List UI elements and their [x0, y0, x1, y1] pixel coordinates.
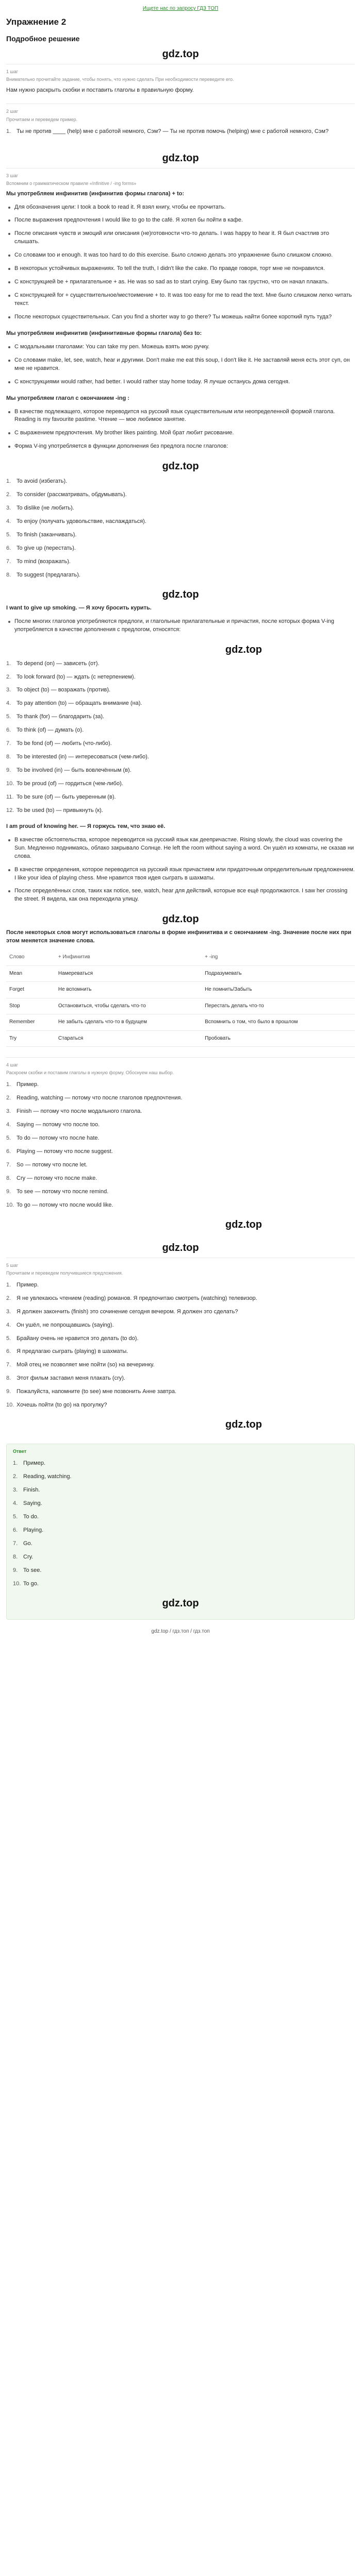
- list-item: 8. To be interested (in) — интересоваться (чем-либо).: [6, 754, 149, 760]
- example-list: [6, 126, 355, 140]
- list-item-text: To do.: [23, 1513, 39, 1520]
- list-item-text: To be sure (of) — быть уверенным (в).: [17, 793, 116, 800]
- search-link[interactable]: [6, 5, 355, 13]
- list-item-text: Saying.: [23, 1500, 42, 1507]
- watermark: gdz.top: [162, 588, 199, 600]
- list-item: 1. Пример.: [6, 1081, 39, 1088]
- answer-box: [6, 1444, 355, 1619]
- list-item-text: Go.: [23, 1540, 32, 1547]
- list-item: Со словами make, let, see, watch, hear и другими. Don't make me eat this soup, I don't like it. Не заставляй меня есть этот суп, он мне не нравится.: [6, 355, 355, 377]
- list-item-text: To finish (заканчивать).: [17, 532, 77, 538]
- list-item-text: Он ушёл, не попрощавшись (saying).: [17, 1321, 114, 1328]
- list-item-text: To consider (рассматривать, обдумывать).: [17, 492, 127, 498]
- list-item: В качестве подлежащего, которое переводится на русский язык существительным или неопределенной формой глагола. Reading is my favourite pastime. Чтение — мое любимое занятие.: [6, 407, 355, 429]
- table-row: [6, 1014, 355, 1031]
- list-item-text: Я должен закончить (finish) это сочинение сегодня вечером. Я должен это сделать?: [17, 1308, 238, 1315]
- list-item-text: Этот фильм заставил меня плакать (cry).: [17, 1375, 125, 1382]
- list-item: Для обозначения цели: I took a book to read it. Я взял книгу, чтобы ее прочитать.: [6, 202, 355, 216]
- table-cell: Remember: [6, 1014, 55, 1031]
- table-cell: Не забыть сделать что-то в будущем: [55, 1014, 202, 1031]
- list-item-text: Я не увлекаюсь чтением (reading) романов. Я предпочитаю смотреть (watching) телевизор.: [17, 1295, 257, 1301]
- table-row: [6, 965, 355, 982]
- step-label: 5 шаг: [6, 1262, 19, 1268]
- list-item: После выражения предпочтения I would like to go to the café. Я хотел бы пойти в кафе.: [6, 215, 355, 229]
- table-cell: Намереваться: [55, 965, 202, 982]
- comparison-table: [6, 950, 355, 1047]
- section-heading: Мы употребляем глагол с окончанием -ing :: [6, 395, 129, 401]
- list-item: 8. Cry — потому что после make.: [6, 1175, 97, 1181]
- table-cell: Подразумевать: [202, 965, 355, 982]
- list-item: 10. To go — потому что после would like.: [6, 1201, 113, 1208]
- table-cell: Не помнить/Забыть: [202, 982, 355, 998]
- list-item: 4. To pay attention (to) — обращать внимание (на).: [6, 700, 142, 707]
- step-description: Прочитаем и переведем получившиеся предложения.: [6, 1270, 123, 1276]
- translations-list: [6, 1280, 355, 1413]
- table-cell: Перестать делать что-то: [202, 998, 355, 1014]
- answers-reasoning-list: [6, 1079, 355, 1213]
- list-item: 2. To look forward (to) — ждать (с нетерпением).: [6, 673, 136, 680]
- list-item: 9. Пожалуйста, напомните (to see) мне позвонить Анне завтра.: [6, 1388, 177, 1395]
- footer-links[interactable]: gdz.top / гдз.топ / гдз.топ: [151, 1628, 210, 1634]
- list-item-text: Reading, watching.: [23, 1473, 72, 1480]
- answer-list: [13, 1458, 348, 1591]
- list-item-text: So — потому что после let.: [17, 1161, 88, 1168]
- step-label: 1 шаг: [6, 69, 19, 75]
- list-item: В качестве обстоятельства, которое переводится на русский язык как деепричастие. Rising slowly, the cloud was covering the Sun. Медленно поднимаясь, облако закрывало Солнце. He left the room without saying a word. Он ушёл из комнаты, не сказав ни слова.: [6, 835, 355, 865]
- list-item-text: Finish.: [23, 1487, 40, 1494]
- list-item: 5. To do — потому что после hate.: [6, 1135, 100, 1142]
- table-header: + Инфинитив: [55, 950, 202, 965]
- list-item: 9. To see — потому что после remind.: [6, 1188, 109, 1195]
- list-item: 1. To depend (on) — зависеть (от).: [6, 660, 100, 667]
- list-item-text: To be involved (in) — быть вовлечённым (в).: [17, 767, 132, 774]
- list-item-text: To give up (перестать).: [17, 545, 76, 551]
- list-item: 6. Я предлагаю сыграть (playing) в шахматы.: [6, 1348, 128, 1355]
- list-item: 1. Пример.: [13, 1460, 46, 1467]
- table-cell: Остановиться, чтобы сделать что-то: [55, 998, 202, 1014]
- list-item-text: Мой отец не позволяет мне пойти (so) на вечеринку.: [17, 1362, 155, 1368]
- list-item: 7. Go.: [13, 1540, 32, 1547]
- step-3: [6, 168, 355, 1058]
- list-item: 4. Он ушёл, не попрощавшись (saying).: [6, 1321, 114, 1328]
- list-item-text: To see.: [23, 1567, 42, 1573]
- ing-verbs-list: [6, 476, 355, 583]
- list-item: 3. Я должен закончить (finish) это сочинение сегодня вечером. Я должен это сделать?: [6, 1308, 238, 1315]
- list-item: 5. To do.: [13, 1513, 39, 1520]
- table-cell: Stop: [6, 998, 55, 1014]
- watermark: gdz.top: [225, 1419, 262, 1431]
- table-header: Слово: [6, 950, 55, 965]
- watermark: gdz.top: [225, 1218, 262, 1230]
- list-item: В некоторых устойчивых выражениях. To tell the truth, I didn't like the cake. По правде говоря, торт мне не понравился.: [6, 264, 355, 277]
- watermark: gdz.top: [225, 643, 262, 655]
- list-item: 8. Cry.: [13, 1553, 34, 1560]
- list-item: 5. Брайану очень не нравится это делать (to do).: [6, 1335, 139, 1342]
- step-2: [6, 104, 355, 148]
- watermark: gdz.top: [162, 152, 199, 164]
- list-item-text: To avoid (избегать).: [17, 478, 68, 485]
- list-item-text: To see — потому что после remind.: [17, 1188, 109, 1195]
- list-item: 3. To dislike (не любить).: [6, 505, 74, 512]
- list-item: 9. To see.: [13, 1567, 42, 1573]
- list-item: 8. Этот фильм заставил меня плакать (cry).: [6, 1375, 125, 1382]
- list-item-text: To suggest (предлагать).: [17, 571, 80, 578]
- ing-more-list: [6, 835, 355, 908]
- list-item: 2. Reading, watching — потому что после глаголов предпочтения.: [6, 1095, 183, 1101]
- list-item-text: Я предлагаю сыграть (playing) в шахматы.: [17, 1348, 128, 1355]
- list-item-text: To think (of) — думать (о).: [17, 727, 84, 734]
- list-item-text: To go — потому что после would like.: [17, 1201, 113, 1208]
- list-item: 2. To consider (рассматривать, обдумывать).: [6, 492, 127, 498]
- page-title: Упражнение 2: [6, 16, 67, 27]
- table-row: [6, 982, 355, 998]
- table-cell: Пробовать: [202, 1030, 355, 1047]
- section-heading: Мы употребляем инфинитив (инфинитив формы глагола) + to:: [6, 190, 184, 197]
- search-link-anchor[interactable]: Ищете нас по запросу ГДЗ ТОП: [142, 6, 219, 11]
- list-item-text: Ты не против ____ (help) мне с работой немного, Сэм? — Ты не против помочь (helping) мне с работой немного, Сэм?: [17, 128, 329, 134]
- list-item: 1. Пример.: [6, 1281, 39, 1288]
- list-item: В качестве определения, которое переводится на русский язык причастием или придаточным определительным предложением. I like your idea of playing chess. Мне нравится твоя идея сыграть в шахматы.: [6, 865, 355, 887]
- table-cell: Try: [6, 1030, 55, 1047]
- list-item-text: To be used (to) — привыкнуть (к).: [17, 807, 103, 814]
- list-item: 6. Playing — потому что после suggest.: [6, 1148, 113, 1155]
- inf-to-list: [6, 202, 355, 326]
- list-item-text: Хочешь пойти (to go) на прогулку?: [17, 1402, 107, 1409]
- list-item-text: To be fond (of) — любить (что-либо).: [17, 740, 112, 747]
- list-item: После некоторых существительных. Can you find a shorter way to go there? Ты можешь найти более короткий путь туда?: [6, 312, 355, 326]
- list-item-text: Playing — потому что после suggest.: [17, 1148, 113, 1155]
- list-item: 6. To give up (перестать).: [6, 545, 76, 551]
- list-item: 2. Я не увлекаюсь чтением (reading) романов. Я предпочитаю смотреть (watching) телевизор.: [6, 1295, 257, 1301]
- table-row: [6, 998, 355, 1014]
- table-cell: Mean: [6, 965, 55, 982]
- ing-list: [6, 407, 355, 455]
- list-item-text: To be interested (in) — интересоваться (чем-либо).: [17, 754, 149, 760]
- list-item-text: Пример.: [17, 1081, 39, 1088]
- list-item: 2. Reading, watching.: [13, 1473, 72, 1480]
- step-description: Вспомним о грамматическом правиле «Infinitive / -ing forms»: [6, 180, 137, 186]
- step-4: [6, 1057, 355, 1238]
- list-item-text: Пожалуйста, напомните (to see) мне позвонить Анне завтра.: [17, 1388, 177, 1395]
- list-item-text: Cry — потому что после make.: [17, 1175, 97, 1181]
- list-item-text: To pay attention (to) — обращать внимание (на).: [17, 700, 142, 707]
- list-item: Форма V-ing употребляется в функции дополнения без предлога после глаголов:: [6, 442, 355, 455]
- step-description: Внимательно прочитайте задание, чтобы понять, что нужно сделать При необходимости переведите его.: [6, 77, 234, 82]
- list-item: 10. Хочешь пойти (to go) на прогулку?: [6, 1402, 107, 1409]
- list-item: 7. To be fond (of) — любить (что-либо).: [6, 740, 112, 747]
- list-item: 4. To enjoy (получать удовольствие, наслаждаться).: [6, 518, 146, 525]
- list-item-text: To enjoy (получать удовольствие, наслаждаться).: [17, 518, 146, 525]
- list-item-text: To go.: [23, 1580, 39, 1587]
- list-item: 5. To finish (заканчивать).: [6, 532, 77, 538]
- list-item: 5. To thank (for) — благодарить (за).: [6, 714, 105, 720]
- list-item: После определённых слов, таких как notice, see, watch, hear для действий, которые все ещё продолжаются. I saw her crossing the street. Я видела, как она переходила улицу.: [6, 886, 355, 908]
- list-item: 4. Saying.: [13, 1500, 42, 1507]
- inf-bare-list: [6, 342, 355, 391]
- list-item-text: Cry.: [23, 1553, 34, 1560]
- list-item: 9. To be involved (in) — быть вовлечённым (в).: [6, 767, 132, 774]
- list-item: 3. Finish.: [13, 1487, 40, 1494]
- list-item: 4. Saying — потому что после too.: [6, 1122, 100, 1128]
- list-item-text: To depend (on) — зависеть (от).: [17, 660, 100, 667]
- example-sentence: I want to give up smoking. — Я хочу бросить курить.: [6, 604, 152, 611]
- list-item: 6. Playing.: [13, 1527, 44, 1533]
- list-item: 7. To mind (возражать).: [6, 558, 71, 565]
- step-label: 4 шаг: [6, 1062, 19, 1068]
- watermark: gdz.top: [162, 1242, 199, 1253]
- list-item-text: Пример.: [17, 1281, 39, 1288]
- list-item: 11. To be sure (of) — быть уверенным (в).: [6, 793, 116, 800]
- table-cell: Не вспомнить: [55, 982, 202, 998]
- step-text: Нам нужно раскрыть скобки и поставить глаголы в правильную форму.: [6, 87, 194, 93]
- solution-title: Подробное решение: [6, 35, 80, 43]
- list-item-text: To be proud (of) — гордиться (чем-либо).: [17, 781, 123, 787]
- list-item-text: Пример.: [23, 1460, 46, 1467]
- list-item: После многих глаголов употребляются предлоги, и глагольные прилагательные и причастия, после которых форма V-ing употребляется в качестве дополнения с предлогом, относятся:: [6, 617, 355, 638]
- list-item-text: To object (to) — возражать (против).: [17, 687, 111, 693]
- list-item: После описания чувств и эмоций или описания (не)готовности что-то делать. I was happy to hear it. Я был счастлив это слышать.: [6, 229, 355, 250]
- list-item-text: Finish — потому что после модального глагола.: [17, 1108, 142, 1115]
- step-5: [6, 1258, 355, 1438]
- prep-intro-list: [6, 617, 355, 638]
- list-item: С выражением предпочтения. My brother likes painting. Мой брат любит рисование.: [6, 428, 355, 442]
- step-label: 3 шаг: [6, 173, 19, 178]
- list-item-text: To look forward (to) — ждать (с нетерпением).: [17, 673, 136, 680]
- table-header-row: [6, 950, 355, 965]
- list-item: 7. So — потому что после let.: [6, 1161, 88, 1168]
- list-item-text: Playing.: [23, 1527, 44, 1533]
- list-item: 12. To be used (to) — привыкнуть (к).: [6, 807, 103, 814]
- list-item: 1. Ты не против ____ (help) мне с работой немного, Сэм? — Ты не против помочь (helping) мне с работой немного, Сэм?: [6, 128, 329, 134]
- table-cell: Вспомнить о том, что было в прошлом: [202, 1014, 355, 1031]
- example-sentence: I am proud of knowing her. — Я горжусь тем, что знаю её.: [6, 823, 166, 829]
- table-header: + -ing: [202, 950, 355, 965]
- list-item-text: Saying — потому что после too.: [17, 1122, 100, 1128]
- step-description: Прочитаем и переведем пример.: [6, 116, 78, 122]
- list-item-text: To mind (возражать).: [17, 558, 71, 565]
- table-intro: После некоторых слов могут использоваться глаголы в форме инфинитива и с окончанием -ing. Значение после них при этом меняется значение слова.: [6, 929, 352, 944]
- table-row: [6, 1030, 355, 1047]
- list-item-text: To thank (for) — благодарить (за).: [17, 714, 105, 720]
- answer-label: Ответ: [13, 1449, 27, 1454]
- list-item-text: Reading, watching — потому что после глаголов предпочтения.: [17, 1095, 183, 1101]
- step-description: Раскроем скобки и поставим глаголы в нужную форму. Обоснуем наш выбор.: [6, 1070, 174, 1076]
- list-item: 10. To go.: [13, 1580, 39, 1587]
- list-item: Со словами too и enough. It was too hard to do this exercise. Было сложно делать это упражнение было слишком сложно.: [6, 250, 355, 264]
- list-item: 3. Finish — потому что после модального глагола.: [6, 1108, 142, 1115]
- step-1: [6, 64, 355, 104]
- list-item: 6. To think (of) — думать (о).: [6, 727, 84, 734]
- watermark: gdz.top: [162, 1597, 199, 1609]
- prep-verbs-list: [6, 658, 355, 819]
- table-cell: Стараться: [55, 1030, 202, 1047]
- list-item: С конструкцией be + прилагательное + as. He was so sad as to start crying. Ему было так грустно, что он начал плакать.: [6, 277, 355, 291]
- watermark: gdz.top: [162, 913, 199, 925]
- list-item: 1. To avoid (избегать).: [6, 478, 68, 485]
- list-item: 3. To object (to) — возражать (против).: [6, 687, 111, 693]
- watermark: gdz.top: [162, 48, 199, 60]
- list-item: С конструкцией for + существительное/местоимение + to. It was too easy for me to read the text. Мне было слишком легко читать текст.: [6, 291, 355, 312]
- list-item-text: Брайану очень не нравится это делать (to do).: [17, 1335, 139, 1342]
- list-item: 8. To suggest (предлагать).: [6, 571, 80, 578]
- step-label: 2 шаг: [6, 109, 19, 114]
- section-heading: Мы употребляем инфинитив (инфинитивные формы глагола) без to:: [6, 330, 202, 336]
- list-item: С модальными глаголами: You can take my pen. Можешь взять мою ручку.: [6, 342, 355, 355]
- list-item: С конструкциями would rather, had better. I would rather stay home today. Я лучше останусь дома сегодня.: [6, 377, 355, 391]
- list-item-text: To dislike (не любить).: [17, 505, 74, 512]
- table-cell: Forget: [6, 982, 55, 998]
- watermark: gdz.top: [162, 461, 199, 472]
- list-item: 10. To be proud (of) — гордиться (чем-либо).: [6, 781, 123, 787]
- list-item: 7. Мой отец не позволяет мне пойти (so) на вечеринку.: [6, 1362, 155, 1368]
- list-item-text: To do — потому что после hate.: [17, 1135, 100, 1142]
